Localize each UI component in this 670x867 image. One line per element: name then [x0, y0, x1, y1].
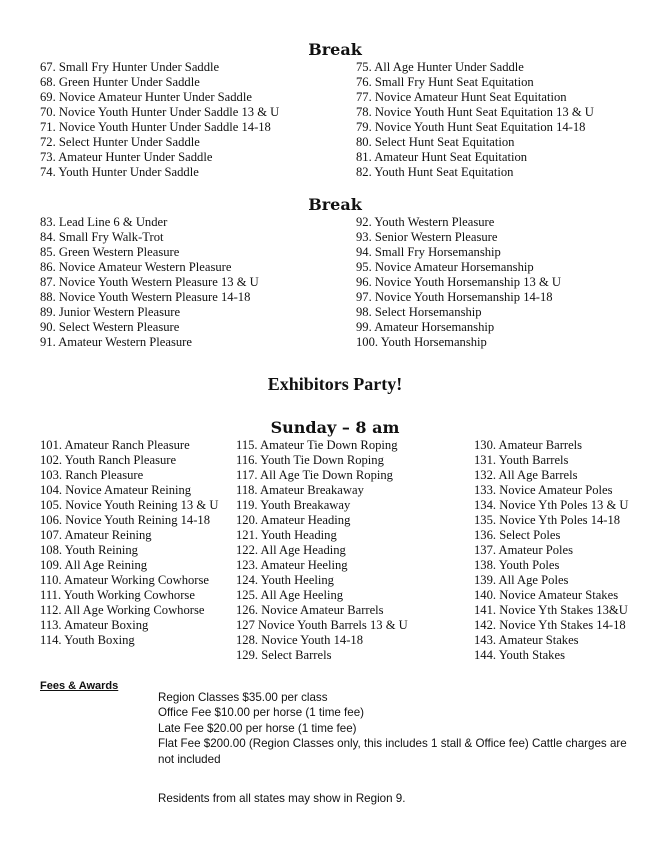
list-item: 88. Novice Youth Western Pleasure 14-18 [40, 290, 251, 304]
list-item: 126. Novice Amateur Barrels [236, 603, 384, 617]
list-item: 144. Youth Stakes [474, 648, 565, 662]
list-item: 99. Amateur Horsemanship [356, 320, 495, 334]
fees-list [158, 690, 638, 767]
sunday-heading: Sunday – 8 am [270, 418, 400, 437]
list-item: 141. Novice Yth Stakes 13&U [474, 603, 628, 617]
list-item: 119. Youth Breakaway [236, 498, 351, 512]
list-item: 76. Small Fry Hunt Seat Equitation [356, 75, 534, 89]
list-item: 73. Amateur Hunter Under Saddle [40, 150, 213, 164]
list-item: 74. Youth Hunter Under Saddle [40, 165, 199, 179]
list-item: 112. All Age Working Cowhorse [40, 603, 205, 617]
list-item: 116. Youth Tie Down Roping [236, 453, 384, 467]
list-item: 105. Novice Youth Reining 13 & U [40, 498, 219, 512]
list-item: 114. Youth Boxing [40, 633, 135, 647]
list-item: 78. Novice Youth Hunt Seat Equitation 13 & U [356, 105, 594, 119]
break-heading-1: Break [308, 40, 362, 59]
list-item: 72. Select Hunter Under Saddle [40, 135, 200, 149]
class-list-left-1 [40, 60, 279, 180]
list-item: 75. All Age Hunter Under Saddle [356, 60, 524, 74]
list-item: 100. Youth Horsemanship [356, 335, 487, 349]
list-item: 139. All Age Poles [474, 573, 569, 587]
list-item: 69. Novice Amateur Hunter Under Saddle [40, 90, 252, 104]
list-item: 142. Novice Yth Stakes 14-18 [474, 618, 626, 632]
list-item: 124. Youth Heeling [236, 573, 334, 587]
list-item: 93. Senior Western Pleasure [356, 230, 498, 244]
list-item: 109. All Age Reining [40, 558, 148, 572]
list-item: 70. Novice Youth Hunter Under Saddle 13 & U [40, 105, 280, 119]
list-item: 97. Novice Youth Horsemanship 14-18 [356, 290, 553, 304]
list-item: 107. Amateur Reining [40, 528, 152, 542]
fees-awards-title: Fees & Awards [40, 680, 119, 692]
break-heading-2: Break [308, 195, 362, 214]
list-item: 102. Youth Ranch Pleasure [40, 453, 177, 467]
list-item: 68. Green Hunter Under Saddle [40, 75, 200, 89]
list-item: 113. Amateur Boxing [40, 618, 149, 632]
list-item: 110. Amateur Working Cowhorse [40, 573, 209, 587]
list-item: 120. Amateur Heading [236, 513, 351, 527]
list-item: Late Fee $20.00 per horse (1 time fee) [158, 721, 357, 735]
list-item: 118. Amateur Breakaway [236, 483, 364, 497]
list-item: 133. Novice Amateur Poles [474, 483, 613, 497]
list-item: 103. Ranch Pleasure [40, 468, 144, 482]
list-item: 80. Select Hunt Seat Equitation [356, 135, 515, 149]
list-item: 87. Novice Youth Western Pleasure 13 & U [40, 275, 259, 289]
list-item: 81. Amateur Hunt Seat Equitation [356, 150, 528, 164]
list-item: 134. Novice Yth Poles 13 & U [474, 498, 629, 512]
list-item: 90. Select Western Pleasure [40, 320, 180, 334]
list-item: 104. Novice Amateur Reining [40, 483, 192, 497]
list-item: 85. Green Western Pleasure [40, 245, 180, 259]
list-item: 117. All Age Tie Down Roping [236, 468, 393, 482]
list-item: 130. Amateur Barrels [474, 438, 583, 452]
list-item: 77. Novice Amateur Hunt Seat Equitation [356, 90, 567, 104]
list-item: 122. All Age Heading [236, 543, 346, 557]
list-item: 84. Small Fry Walk-Trot [40, 230, 164, 244]
list-item: 115. Amateur Tie Down Roping [236, 438, 398, 452]
list-item: 129. Select Barrels [236, 648, 332, 662]
list-item: 96. Novice Youth Horsemanship 13 & U [356, 275, 561, 289]
sunday-class-list-3 [474, 438, 629, 663]
list-item: 92. Youth Western Pleasure [356, 215, 495, 229]
list-item: 123. Amateur Heeling [236, 558, 348, 572]
list-item: Region Classes $35.00 per class [158, 691, 328, 704]
list-item: 95. Novice Amateur Horsemanship [356, 260, 534, 274]
list-item: Office Fee $10.00 per horse (1 time fee) [158, 706, 365, 720]
list-item: 83. Lead Line 6 & Under [40, 215, 168, 229]
list-item: 136. Select Poles [474, 528, 561, 542]
list-item: 67. Small Fry Hunter Under Saddle [40, 60, 220, 74]
residents-note: Residents from all states may show in Region 9. [158, 792, 406, 805]
list-item: 121. Youth Heading [236, 528, 337, 542]
list-item: 98. Select Horsemanship [356, 305, 482, 319]
list-item: 111. Youth Working Cowhorse [40, 588, 195, 602]
list-item: 143. Amateur Stakes [474, 633, 579, 647]
list-item: 94. Small Fry Horsemanship [356, 245, 501, 259]
class-list-right-2 [356, 215, 561, 350]
list-item: 131. Youth Barrels [474, 453, 569, 467]
list-item: 108. Youth Reining [40, 543, 138, 557]
list-item: 137. Amateur Poles [474, 543, 573, 557]
list-item: 106. Novice Youth Reining 14-18 [40, 513, 211, 527]
list-item: 86. Novice Amateur Western Pleasure [40, 260, 232, 274]
exhibitors-party-heading: Exhibitors Party! [267, 374, 403, 394]
list-item: 82. Youth Hunt Seat Equitation [356, 165, 514, 179]
list-item: 71. Novice Youth Hunter Under Saddle 14-18 [40, 120, 271, 134]
list-item: 91. Amateur Western Pleasure [40, 335, 192, 349]
list-item: 79. Novice Youth Hunt Seat Equitation 14-18 [356, 120, 586, 134]
list-item: 138. Youth Poles [474, 558, 560, 572]
list-item: 101. Amateur Ranch Pleasure [40, 438, 190, 452]
list-item: 125. All Age Heeling [236, 588, 344, 602]
list-item: 127 Novice Youth Barrels 13 & U [236, 618, 408, 632]
list-item: 135. Novice Yth Poles 14-18 [474, 513, 621, 527]
list-item: 128. Novice Youth 14-18 [236, 633, 363, 647]
list-item: 132. All Age Barrels [474, 468, 578, 482]
sunday-class-list-1 [40, 438, 218, 648]
class-list-left-2 [40, 215, 259, 350]
class-list-right-1 [356, 60, 594, 180]
list-item: Flat Fee $200.00 (Region Classes only, this includes 1 stall & Office fee) Cattle charges are not included [158, 737, 627, 766]
list-item: 89. Junior Western Pleasure [40, 305, 181, 319]
sunday-class-list-2 [236, 438, 408, 663]
list-item: 140. Novice Amateur Stakes [474, 588, 619, 602]
